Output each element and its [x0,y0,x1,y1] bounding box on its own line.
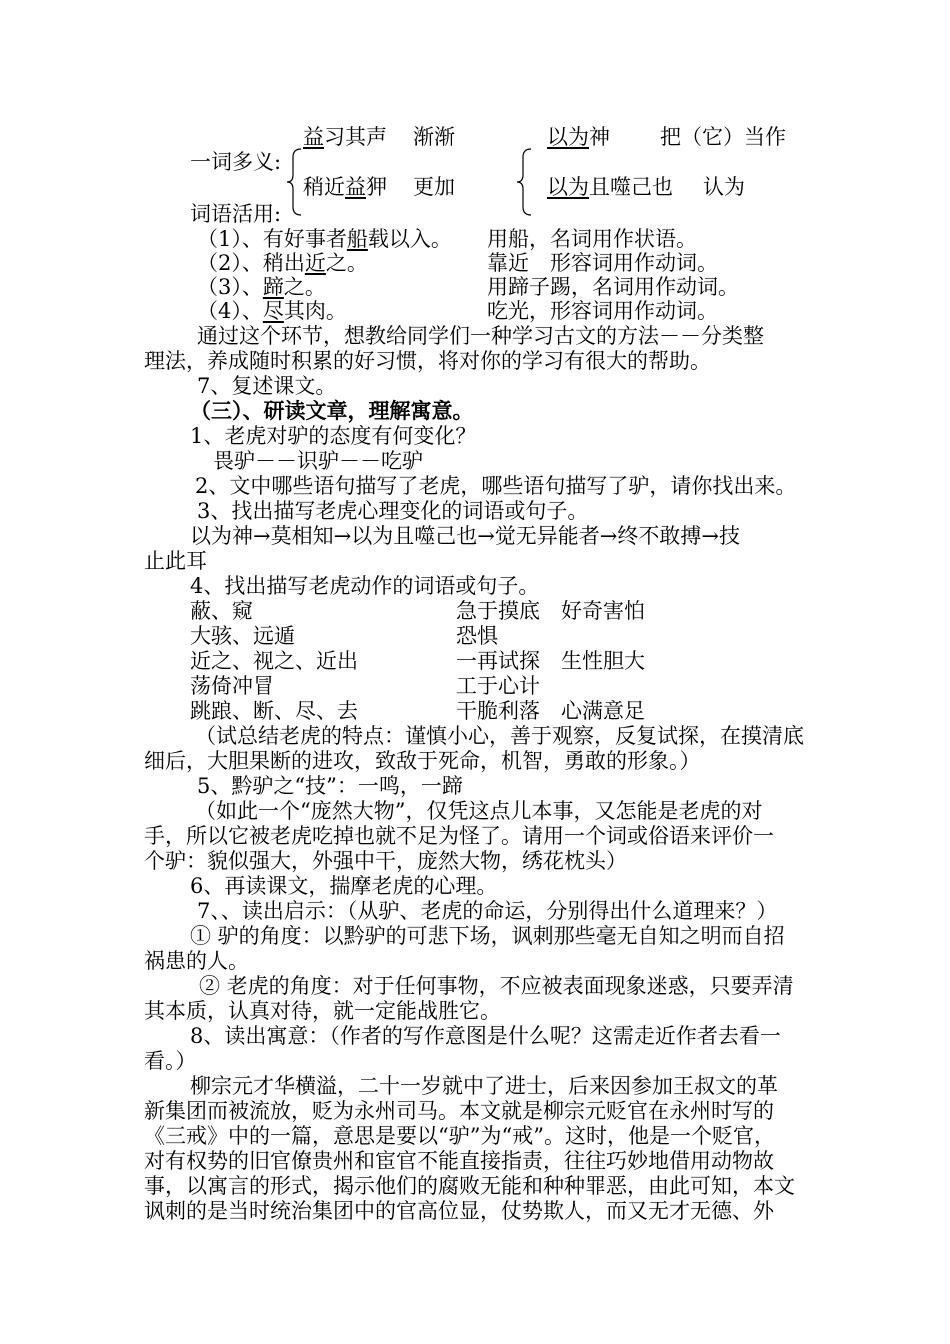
answer-7b-line-2: 其本质，认真对待，就一定能战胜它。 [144,999,501,1023]
question-3: 3、找出描写老虎心理变化的词语或句子。 [197,499,589,523]
action-right-3: 一再试探 生性胆大 [456,649,645,673]
question-2: 2、文中哪些语句描写了老虎，哪些语句描写了驴，请你找出来。 [195,474,797,498]
underlined-word: 益 [345,175,366,199]
question-5: 5、黔驴之“技”：一鸣，一蹄 [197,774,463,798]
summary-line-1: （试总结老虎的特点：谨慎小心，善于观察，反复试探，在摸清底 [195,724,804,748]
question-6: 6、再读课文，揣摩老虎的心理。 [190,874,498,898]
action-right-4: 工于心计 [456,674,540,698]
polysemy-right-1: 以为神 [547,125,610,149]
usage-note-4: 吃光，形容词用作动词。 [487,299,718,323]
answer-7a-line-1: ① 驴的角度：以黔驴的可悲下场，讽刺那些毫无自知之明而自招 [190,924,785,948]
usage-note-2: 靠近 形容词用作动词。 [487,251,718,275]
bio-line-1: 柳宗元才华横溢，二十一岁就中了进士，后来因参加王叔文的革 [190,1074,778,1098]
question-7: 7、、读出启示：（从驴、老虎的命运，分别得出什么道理来？） [197,899,778,923]
underlined-word: 益 [303,125,324,149]
method-line-1: 通过这个环节，想教给同学们一种学习古文的方法－－分类整 [197,324,764,348]
answer-5-line-2: 手，所以它被老虎吃掉也就不足为怪了。请用一个词或俗语来评价一 [144,824,774,848]
usage-note-3: 用蹄子踢，名词用作动词。 [487,275,739,299]
polysemy-left-1-meaning: 渐渐 [413,125,455,149]
left-brace-icon [515,147,535,217]
bio-line-3: 《三戒》中的一篇，意思是要以“驴”为“戒”。这时，他是一个贬官， [144,1124,775,1148]
bio-line-4: 对有权势的旧官僚贵州和宦官不能直接指责，往往巧妙地借用动物故 [144,1149,774,1173]
underlined-word: 尽 [262,299,284,323]
question-4: 4、找出描写老虎动作的词语或句子。 [190,574,540,598]
answer-7a-line-2: 祸患的人。 [144,949,249,973]
action-left-1: 蔽、窥 [190,599,253,623]
polysemy-left-2-meaning: 更加 [413,175,455,199]
underlined-word: 以为 [547,125,589,149]
polysemy-left-2: 稍近益狎 [303,175,387,199]
answer-5-line-3: 个驴：貌似强大，外强中干，庞然大物，绣花枕头） [144,849,627,873]
step-7: 7、复述课文。 [197,374,337,398]
usage-label: 词语活用: [190,202,282,226]
question-8-line-2: 看。） [144,1049,197,1073]
polysemy-right-2-meaning: 认为 [703,175,745,199]
answer-3-line-2: 止此耳 [144,549,207,573]
polysemy-right-1-meaning: 把（它）当作 [660,125,786,149]
bio-line-6: 讽刺的是当时统治集团中的官高位显，仗势欺人，而又无才无德、外 [144,1199,774,1223]
underlined-word: 船 [346,227,368,251]
action-left-5: 跳踉、断、尽、去 [190,699,358,723]
polysemy-left-1: 益习其声 [303,125,387,149]
method-line-2: 理法，养成随时积累的好习惯，将对你的学习有很大的帮助。 [144,349,711,373]
bio-line-2: 新集团而被流放，贬为永州司马。本文就是柳宗元贬官在永州时写的 [144,1099,774,1123]
usage-item-2: （2）、稍出近之。 [197,251,368,275]
usage-item-1: （1）、有好事者船载以入。 [197,227,452,251]
action-right-5: 干脆利落 心满意足 [456,699,645,723]
answer-1: 畏驴－－识驴－－吃驴 [213,449,423,473]
polysemy-label: 一词多义: [190,150,282,174]
answer-5-line-1: （如此一个“庞然大物”，仅凭这点儿本事，又怎能是老虎的对 [195,799,763,823]
action-right-2: 恐惧 [456,624,498,648]
answer-7b-line-1: ② 老虎的角度：对于任何事物，不应被表面现象迷惑，只要弄清 [199,974,794,998]
polysemy-right-2: 以为且噬己也 [547,175,673,199]
underlined-word: 蹄 [262,275,284,299]
bio-line-5: 事，以寓言的形式，揭示他们的腐败无能和种种罪恶，由此可知，本文 [144,1174,795,1198]
answer-3-line-1: 以为神→莫相知→以为且噬己也→觉无异能者→终不敢搏→技 [190,524,740,548]
action-left-4: 荡倚冲冒 [190,674,274,698]
usage-item-4: （4）、尽其肉。 [197,299,347,323]
underlined-word: 以为 [547,175,589,199]
action-left-3: 近之、视之、近出 [190,649,358,673]
question-1: 1、老虎对驴的态度有何变化？ [190,424,477,448]
action-left-2: 大骇、远遁 [190,624,295,648]
usage-note-1: 用船，名词用作状语。 [487,227,697,251]
question-8-line-1: 8、读出寓意：（作者的写作意图是什么呢？这需走近作者去看一 [190,1024,781,1048]
left-brace-icon [285,147,305,217]
underlined-word: 近 [304,251,326,275]
section-heading: （三）、研读文章，理解寓意。 [190,398,474,423]
summary-line-2: 细后，大胆果断的进攻，致敌于死命，机智，勇敢的形象。） [144,749,701,773]
action-right-1: 急于摸底 好奇害怕 [456,599,645,623]
usage-item-3: （3）、蹄之。 [197,275,326,299]
